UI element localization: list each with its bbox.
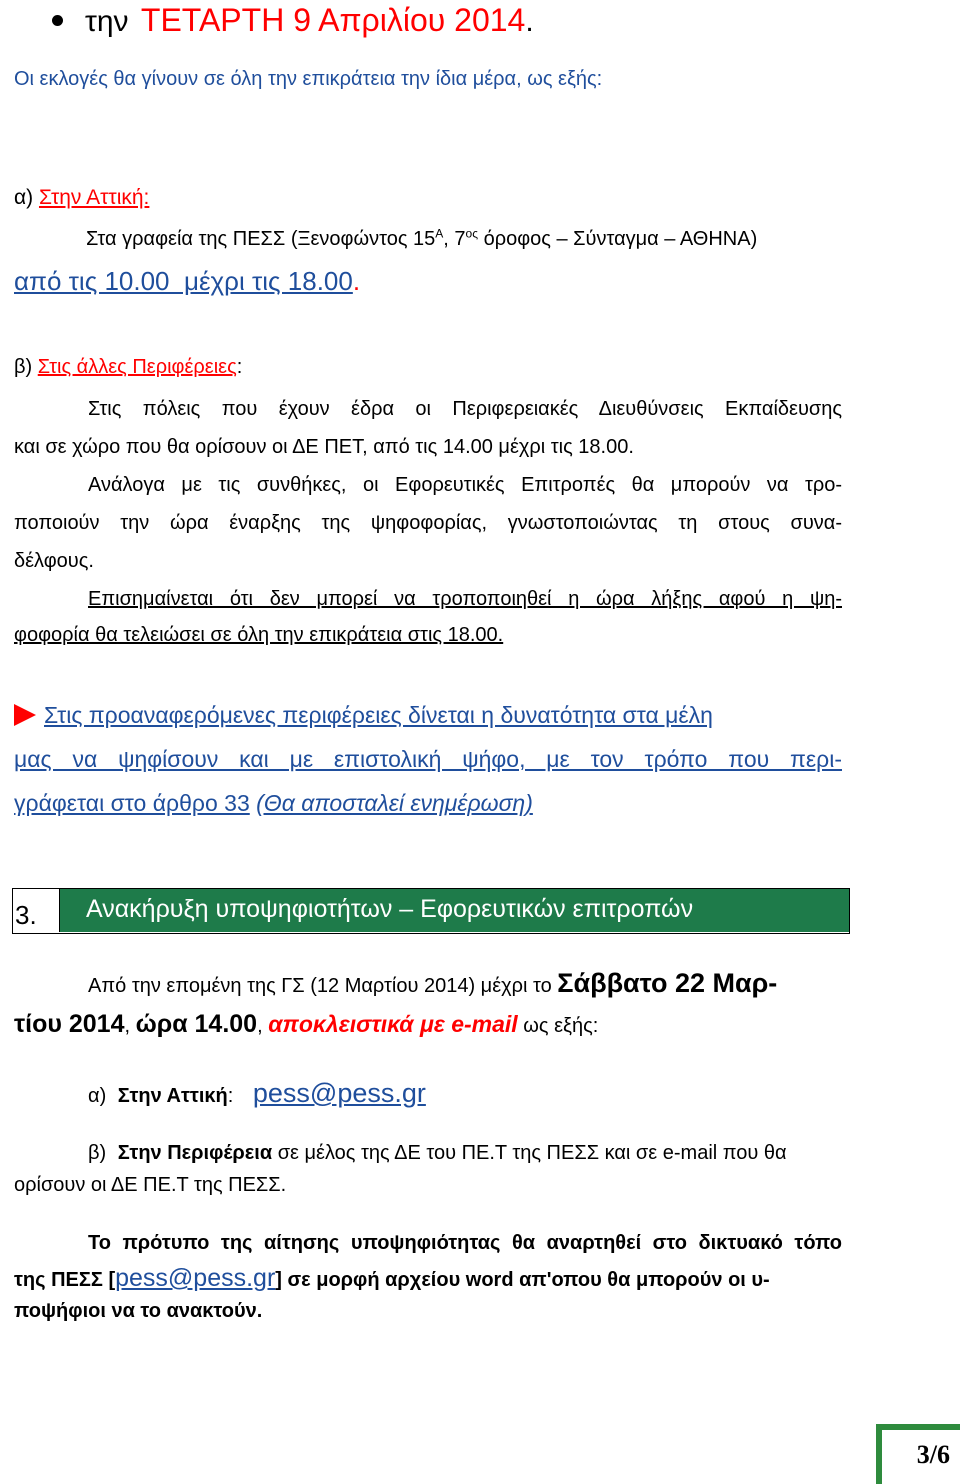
nominations-line1: [88, 968, 777, 999]
template-line2: [14, 1264, 770, 1293]
regions-marker: β): [14, 356, 33, 378]
template-text: της ΠΕΣΣ [: [14, 1269, 116, 1291]
attica-heading: Στην Αττική:: [38, 186, 150, 209]
nominations-line2: [14, 1010, 598, 1039]
regions-para1-l2: ποποιούν την ώρα έναρξης της ψηφοφορίας, γνωστοποιώντας τη στους συνα-: [14, 512, 842, 534]
attica-heading-line: [14, 186, 149, 210]
address-part: Στα γραφεία της ΠΕΣΣ (Ξενοφώντος 15: [86, 228, 436, 250]
postal-line2: μας να ψηφίσουν και με επιστολική ψήφο, με τον τρόπο που περι-: [14, 746, 842, 772]
section-title: Ανακήρυξη υποψηφιοτήτων – Εφορευτικών επιτροπών: [86, 895, 694, 923]
postal-text: Στις προαναφερόμενες περιφέρειες δίνεται η δυνατότητα στα μέλη: [44, 702, 713, 728]
attica-address: [86, 228, 757, 251]
regions-para1-l3: δέλφους.: [14, 550, 94, 572]
hours-dot: .: [352, 266, 361, 296]
email-regions-label: Στην Περιφέρεια: [117, 1142, 273, 1164]
nominations-text: ως εξής:: [523, 1015, 599, 1037]
email-regions-line1: [88, 1142, 787, 1165]
nominations-date: Σάββατο 22 Μαρ-: [557, 968, 778, 998]
nominations-date: τίου 2014: [14, 1010, 125, 1038]
page-number: 3/6: [916, 1440, 950, 1469]
email-regions-marker: β): [88, 1142, 107, 1164]
template-text: ] σε μορφή αρχείου word απ'οπου θα μπορούν οι υ-: [275, 1269, 770, 1291]
nominations-time: ώρα 14.00: [135, 1010, 258, 1038]
template-line1: Το πρότυπο της αίτησης υποψηφιότητας θα αναρτηθεί στο δικτυακό τόπο: [88, 1232, 842, 1254]
email-attica-link[interactable]: pess@pess.gr: [252, 1078, 426, 1108]
email-attica-marker: α): [88, 1085, 107, 1107]
email-attica-line: [88, 1078, 426, 1109]
regions-line2: και σε χώρο που θα ορίσουν οι ΔΕ ΠΕΤ, από τις 14.00 μέχρι τις 18.00.: [14, 436, 634, 458]
postal-line3: [14, 790, 533, 817]
attica-marker: α): [14, 186, 34, 209]
intro-text: Οι εκλογές θα γίνουν σε όλη την επικράτεια την ίδια μέρα, ως εξής:: [14, 68, 603, 90]
section-3-header: [12, 888, 850, 934]
header-prefix: την: [85, 5, 129, 38]
regions-para1-l1: Ανάλογα με τις συνθήκες, οι Εφορευτικές Επιτροπές θα μπορούν να τρο-: [88, 474, 842, 496]
comma: ,: [124, 1015, 131, 1037]
postal-text: γράφεται στο άρθρο 33: [14, 790, 250, 816]
nominations-method: αποκλειστικά με e-mail: [268, 1011, 518, 1037]
page-number-badge-inner: [882, 1430, 960, 1484]
header-date: ΤΕΤΑΡΤΗ 9 Απριλίου 2014: [140, 2, 526, 38]
play-arrow-icon: [14, 704, 36, 726]
address-part: , 7: [443, 228, 466, 250]
page-number-badge: [876, 1424, 960, 1484]
postal-note: (Θα αποσταλεί ενημέρωση): [256, 790, 533, 816]
regions-heading-line: [14, 356, 242, 379]
email-regions-text: σε μέλος της ΔΕ του ΠΕ.Τ της ΠΕΣΣ και σε e-mail που θα: [277, 1142, 787, 1164]
email-attica-label: Στην Αττική: [117, 1085, 228, 1107]
email-attica-colon: :: [227, 1085, 234, 1107]
postal-line1: [14, 702, 713, 729]
regions-para2-l2: φοφορία θα τελειώσει σε όλη την επικράτεια στις 18.00.: [14, 624, 504, 646]
bullet-icon: [52, 15, 63, 26]
section-number: 3.: [15, 900, 37, 930]
nominations-text: Από την επομένη της ΓΣ (12 Μαρτίου 2014) μέχρι το: [88, 975, 552, 997]
regions-heading: Στις άλλες Περιφέρειες: [37, 356, 237, 378]
regions-colon: :: [236, 356, 243, 378]
address-sup: ος: [465, 226, 479, 241]
address-sup: Α: [435, 226, 444, 241]
regions-para2-l1: Επισημαίνεται ότι δεν μπορεί να τροποποιηθεί η ώρα λήξης αφού η ψη-: [88, 588, 842, 610]
comma: ,: [257, 1015, 263, 1037]
section-title-band: [59, 889, 849, 932]
hours-text: από τις 10.00 μέχρι τις 18.00: [14, 266, 353, 296]
address-part: όροφος – Σύνταγμα – ΑΘΗΝΑ): [478, 228, 758, 250]
template-link[interactable]: pess@pess.gr: [115, 1264, 276, 1292]
attica-hours: [14, 266, 360, 297]
email-regions-line2: ορίσουν οι ΔΕ ΠΕ.Τ της ΠΕΣΣ.: [14, 1174, 287, 1196]
header-line: [52, 2, 534, 39]
header-dot: .: [525, 5, 534, 38]
template-line3: ποψήφιοι να το ανακτούν.: [14, 1300, 263, 1322]
regions-line1: Στις πόλεις που έχουν έδρα οι Περιφερειακές Διευθύνσεις Εκπαίδευσης: [88, 398, 842, 420]
